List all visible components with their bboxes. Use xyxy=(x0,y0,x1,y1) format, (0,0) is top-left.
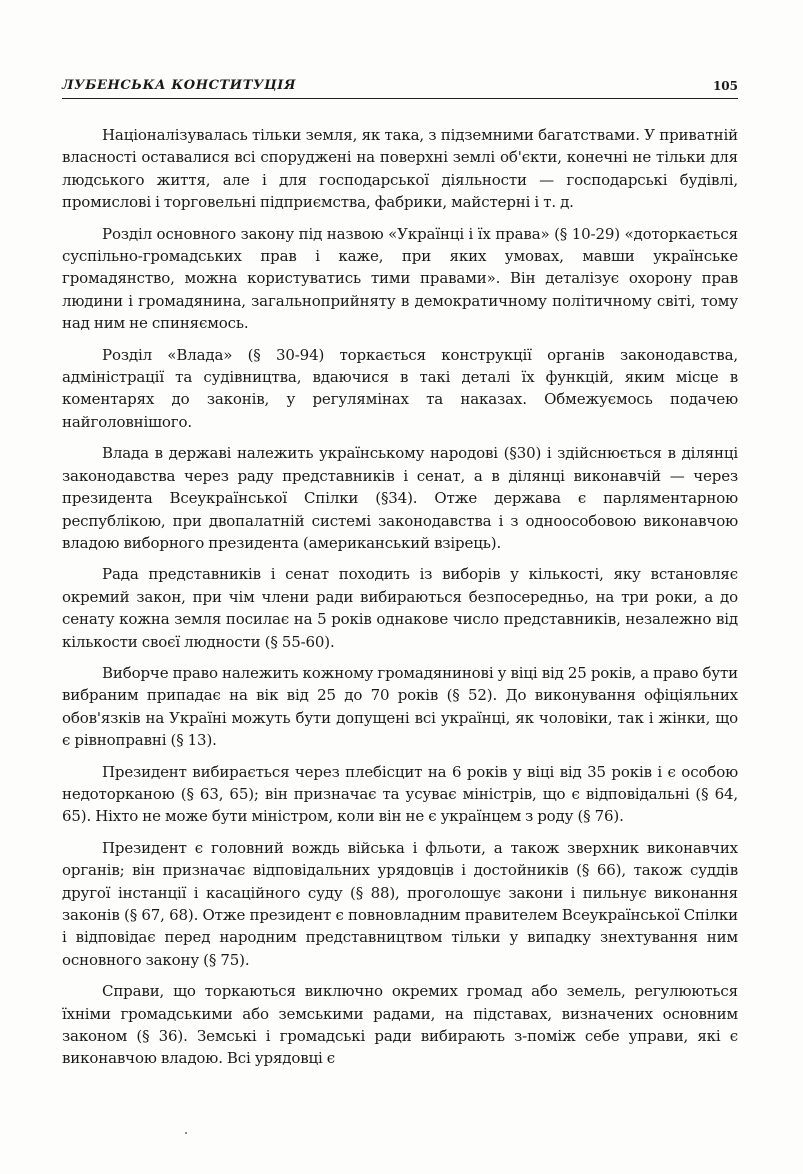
paragraph-power-section: Розділ «Влада» (§ 30-94) торкається конструкції органів законодавства, адміністрації та судівництва, вдаючися в такі деталі їх функцій, яким місце в коментарях до законів, у регулямінах та наказах. Обмежуємось подачею найголовнішого. xyxy=(62,345,738,431)
print-speck xyxy=(185,1132,187,1134)
paragraph-president-powers: Президент є головний вождь війська і фльоти, а також зверхник виконавчих органів; він призначає відповідальних урядовців і достойників (§ 66), також суддів другої інстанції і касаційного суду (§ 88), проголошує закони і пильнує виконання законів (§ 67, 68). Отже президент є повновладним правителем Всеукраїнської Спілки і відповідає перед народним представництвом тільки у випадку знехтування ним основного закону (§ 75). xyxy=(62,838,738,969)
paragraph-state-power: Влада в державі належить українському народові (§30) і здійснюється в ділянці законодавства через раду представників і сенат, а в ділянці виконавчій — через президента Всеукраїнської Спілки (§34). Отже держава є парляментарною республікою, при двопалатній системі законодавства і з одноособовою виконавчою владою виборного президента (американський взірець). xyxy=(62,444,738,552)
paragraph-local-affairs: Справи, що торкаються виключно окремих громад або земель, регулюються їхніми громадськими або земськими радами, на підставах, визначених основним законом (§ 36). Земські і громадські ради вибирають з-поміж себе управи, які є виконавчою владою. Всі урядовці є xyxy=(62,982,738,1068)
running-title: ЛУБЕНСЬКА КОНСТИТУЦІЯ xyxy=(62,78,297,93)
page-number: 105 xyxy=(712,79,738,93)
paragraph-voting-rights: Виборче право належить кожному громадянинові у віці від 25 років, а право бути вибраним припадає на вік від 25 до 70 років (§ 52). До виконування офіціяльних обов'язків на Україні можуть бути допущені всі українці, як чоловіки, так і жінки, що є рівноправні (§ 13). xyxy=(62,663,738,750)
paragraph-nationalization: Націоналізувалась тільки земля, як така, з підземними багатствами. У приватній власності оставалися всі споруджені на поверхні землі об'єкти, конечні не тільки для людського життя, але і для господарської діяльности — господарські будівлі, промислові і торговельні підприємства, фабрики, майстерні і т. д. xyxy=(62,126,738,212)
body-text xyxy=(62,124,738,1079)
running-head xyxy=(62,78,738,99)
paragraph-council-senate: Рада представників і сенат походить із виборів у кількості, яку встановляє окремий закон, при чім члени ради вибираються безпосередньо, на три роки, а до сенату кожна земля посилає на 5 років однакове число представників, незалежно від кількости своєї людности (§ 55-60). xyxy=(62,565,738,651)
paragraph-citizens-rights: Розділ основного закону під назвою «Українці і їх права» (§ 10-29) «доторкається суспільно-громадських прав і каже, при яких умовах, мавши українське громадянство, можна користуватись тими правами». Він деталізує охорону прав людини і громадянина, загальноприйняту в демократичному політичному світі, тому над ним не спиняємось. xyxy=(62,224,738,333)
paragraph-president-election: Президент вибирається через плебісцит на 6 років у віці від 35 років і є особою недоторканою (§ 63, 65); він призначає та усуває міністрів, що є відповідальні (§ 64, 65). Ніхто не може бути міністром, коли він не є українцем з роду (§ 76). xyxy=(62,762,738,826)
